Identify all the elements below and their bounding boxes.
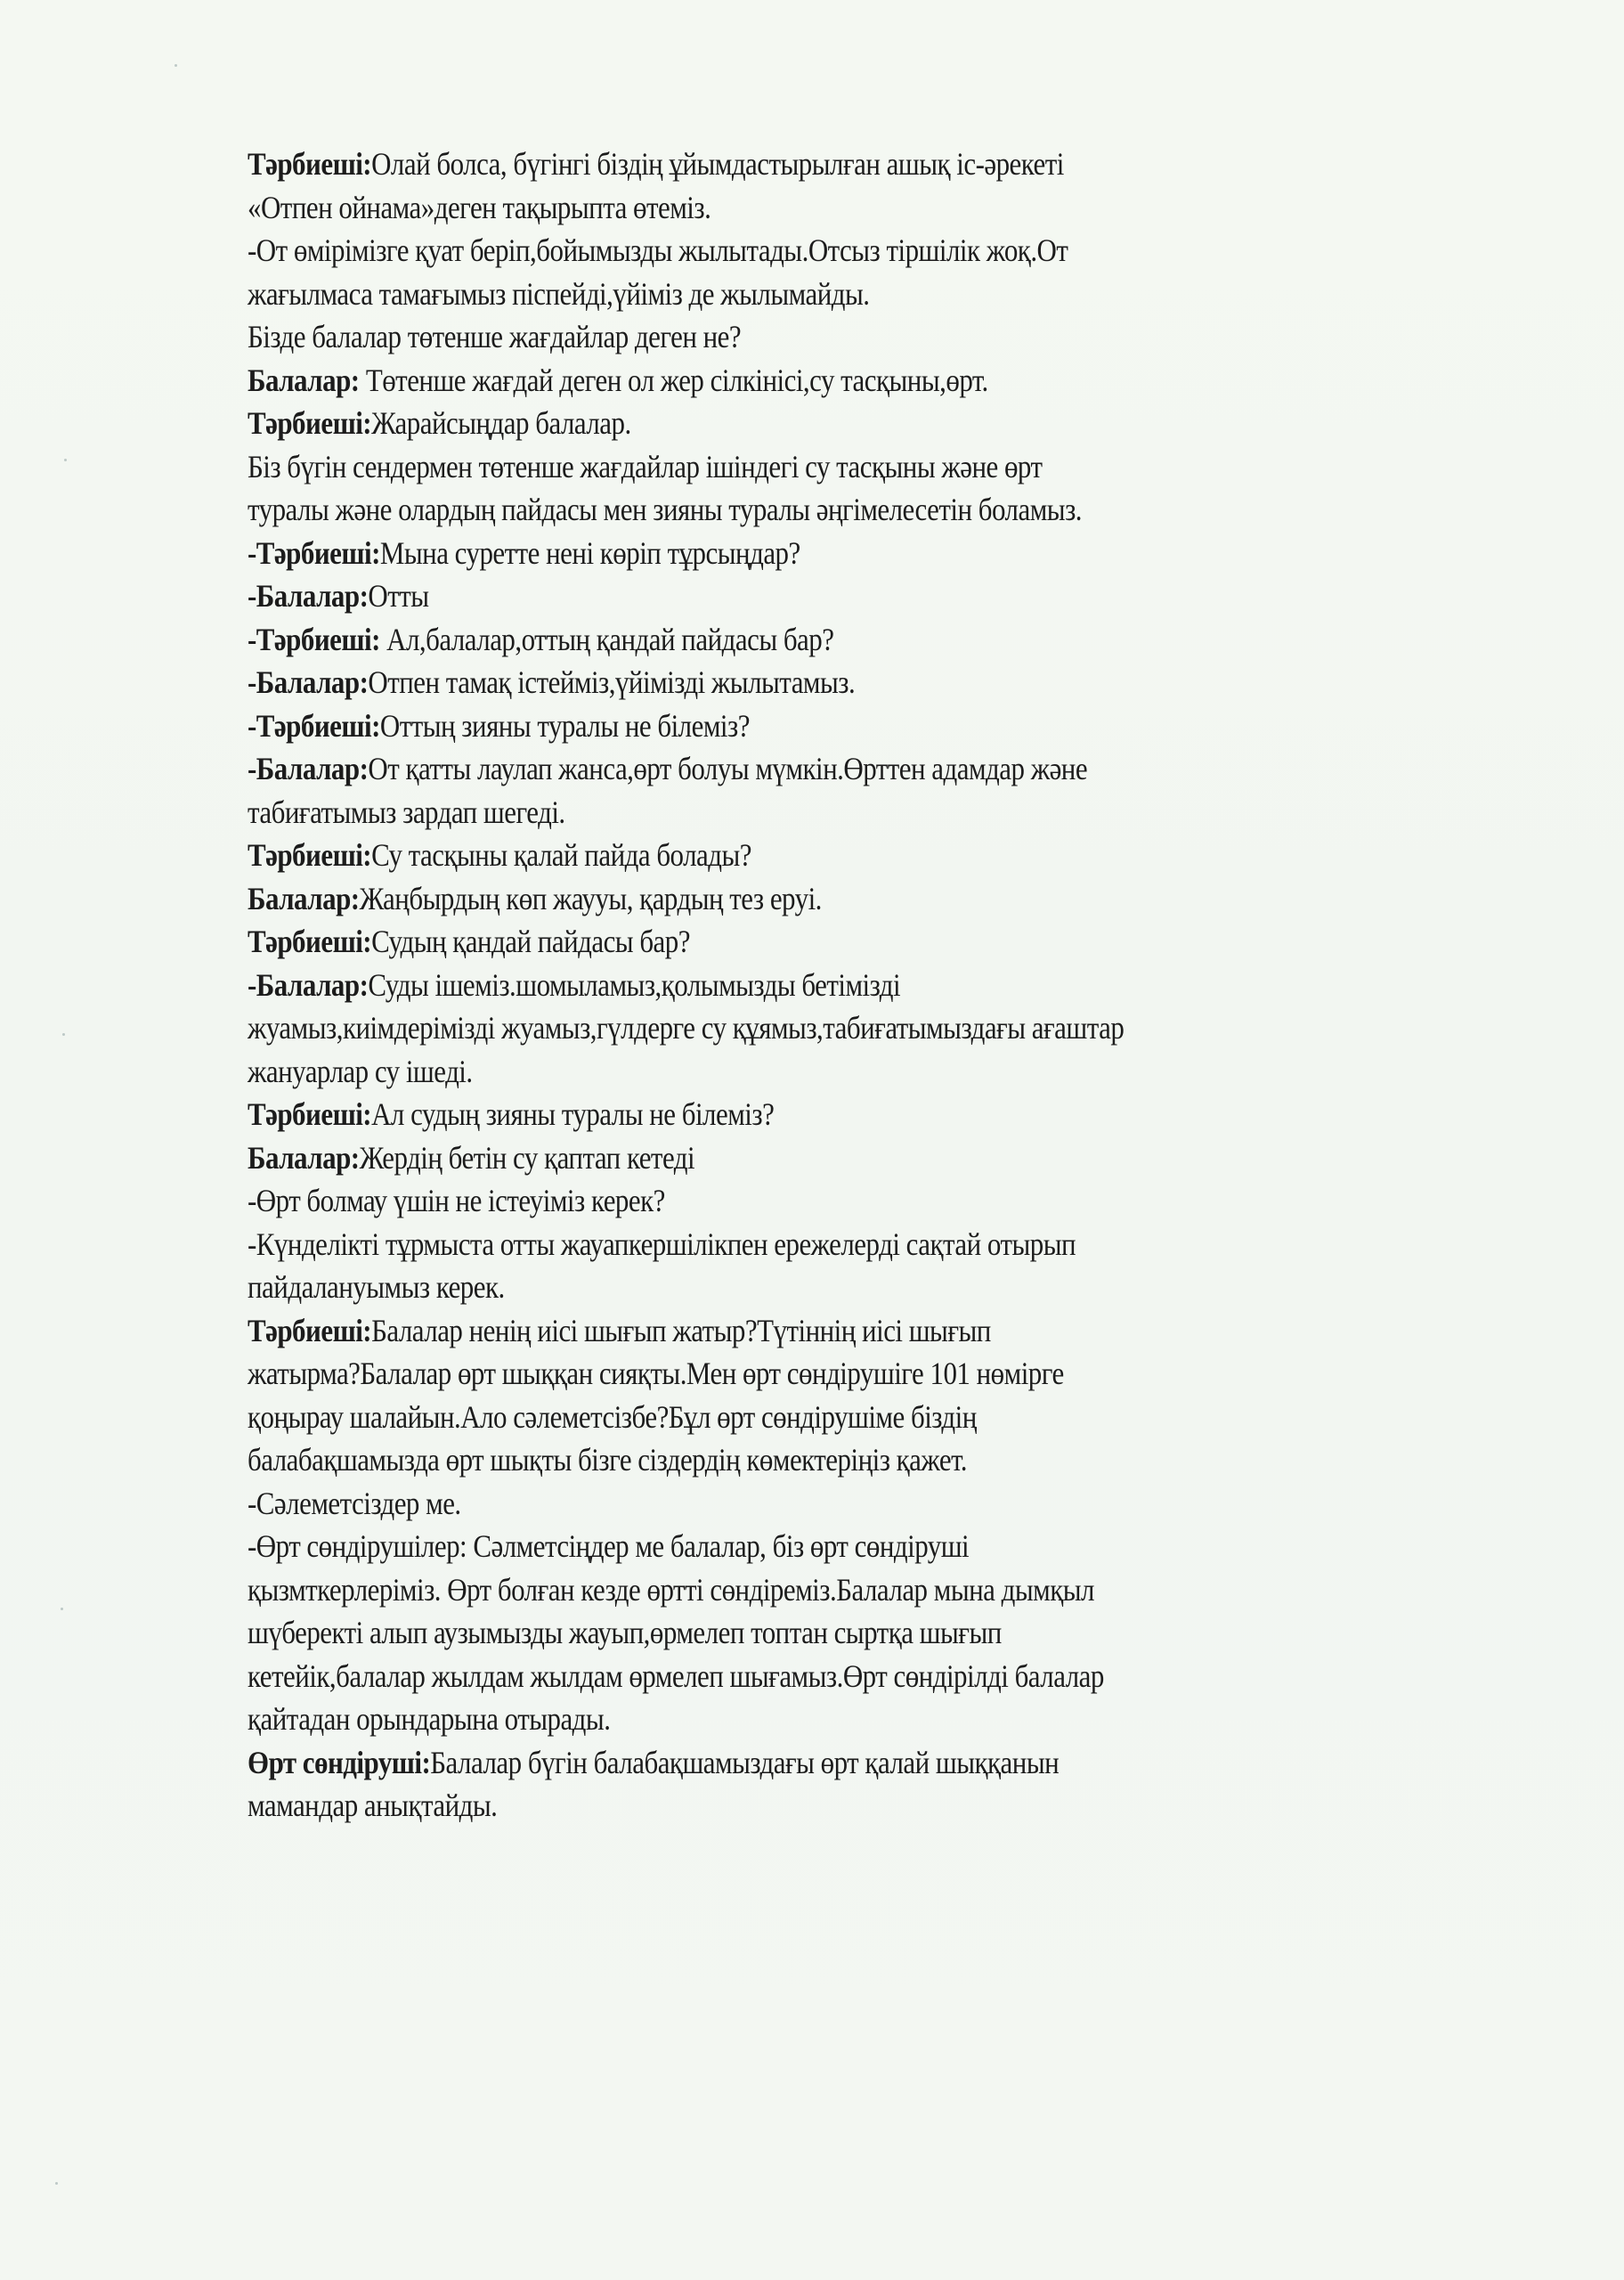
line-text: -Күнделікті тұрмыста отты жауапкершілікпен ережелерді сақтай отырып bbox=[248, 1226, 1076, 1262]
speaker-label: Тәрбиеші: bbox=[248, 1312, 372, 1348]
speaker-label: Тәрбиеші: bbox=[248, 924, 372, 959]
line-text: Оттың зияны туралы не білеміз? bbox=[379, 707, 750, 744]
text-line bbox=[248, 1179, 1335, 1223]
speaker-label: -Балалар: bbox=[248, 966, 369, 1003]
line-text: Олай болса, бүгінгі біздің ұйымдастырылған ашық іс-әрекеті bbox=[371, 146, 1064, 182]
scan-speck bbox=[64, 459, 67, 461]
text-line bbox=[248, 488, 1335, 532]
speaker-label: Тәрбиеші: bbox=[248, 1096, 372, 1132]
dialogue-line bbox=[248, 618, 1335, 662]
speaker-label: -Тәрбиеші: bbox=[248, 534, 380, 571]
speaker-label: -Тәрбиеші: bbox=[248, 707, 380, 744]
line-text: қызмткерлеріміз. Өрт болған кезде өртті сөндіреміз.Балалар мына дымқыл bbox=[248, 1571, 1094, 1608]
dialogue-line bbox=[248, 532, 1335, 575]
text-line bbox=[248, 1525, 1335, 1568]
speaker-label: Тәрбиеші: bbox=[248, 146, 372, 182]
line-text: Суды ішеміз.шомыламыз,қолымызды бетімізді bbox=[368, 966, 901, 1003]
scan-speck bbox=[61, 1608, 63, 1610]
line-text: жуамыз,киімдерімізді жуамыз,гүлдерге су құямыз,табиғатымыздағы ағаштар bbox=[248, 1010, 1125, 1046]
line-text: Жердің бетін су қаптап кетеді bbox=[359, 1139, 695, 1176]
text-line bbox=[248, 1655, 1335, 1698]
text-line bbox=[248, 1784, 1335, 1828]
line-text: кетейік,балалар жылдам жылдам өрмелеп шығамыз.Өрт сөндірілді балалар bbox=[248, 1657, 1104, 1694]
line-text: Жарайсыңдар балалар. bbox=[371, 405, 631, 441]
line-text: Біз бүгін сендермен төтенше жағдайлар ішіндегі су тасқыны және өрт bbox=[248, 448, 1043, 484]
speaker-label: -Балалар: bbox=[248, 578, 369, 614]
text-line bbox=[248, 1352, 1335, 1396]
line-text: балабақшамызда өрт шықты бізге сіздердің көмектеріңіз қажет. bbox=[248, 1442, 968, 1478]
text-line bbox=[248, 315, 1335, 359]
line-text: туралы және олардың пайдасы мен зияны туралы әңгімелесетін боламыз. bbox=[248, 492, 1083, 527]
dialogue-line bbox=[248, 1741, 1335, 1785]
text-line bbox=[248, 273, 1335, 316]
dialogue-line bbox=[248, 920, 1335, 964]
speaker-label: Балалар: bbox=[248, 880, 360, 916]
line-text: Бізде балалар төтенше жағдайлар деген не? bbox=[248, 319, 742, 354]
line-text: Су тасқыны қалай пайда болады? bbox=[371, 837, 752, 873]
text-line bbox=[248, 791, 1335, 835]
dialogue-line bbox=[248, 359, 1335, 403]
line-text: -Өрт болмау үшін не істеуіміз керек? bbox=[248, 1183, 665, 1218]
line-text: Ал судың зияны туралы не білеміз? bbox=[371, 1096, 775, 1132]
line-text: шүберекті алып аузымызды жауып,өрмелеп топтан сыртқа шығып bbox=[248, 1615, 1002, 1650]
line-text: Отпен тамақ істейміз,үйімізді жылытамыз. bbox=[368, 664, 856, 700]
line-text: жағылмаса тамағымыз піспейді,үйіміз де жылымайды. bbox=[248, 275, 870, 312]
speaker-label: -Балалар: bbox=[248, 664, 369, 700]
line-text: Судың қандай пайдасы бар? bbox=[371, 924, 690, 959]
text-line bbox=[248, 1611, 1335, 1655]
scan-speck bbox=[55, 2182, 58, 2185]
speaker-label: Тәрбиеші: bbox=[248, 405, 372, 441]
line-text: жатырма?Балалар өрт шыққан сияқты.Мен өрт сөндірушіге 101 нөмірге bbox=[248, 1356, 1064, 1391]
line-text: -От өмірімізге қуат беріп,бойымызды жылытады.Отсыз тіршілік жоқ.От bbox=[248, 232, 1068, 268]
text-line bbox=[248, 229, 1335, 273]
dialogue-line bbox=[248, 574, 1335, 618]
dialogue-line bbox=[248, 1309, 1335, 1353]
line-text: Ал,балалар,оттың қандай пайдасы бар? bbox=[379, 621, 834, 657]
dialogue-line bbox=[248, 661, 1335, 704]
speaker-label: Балалар: bbox=[248, 1139, 360, 1176]
line-text: мамандар анықтайды. bbox=[248, 1787, 498, 1823]
text-line bbox=[248, 1568, 1335, 1612]
dialogue-line bbox=[248, 1093, 1335, 1136]
line-text: -Сәлеметсіздер ме. bbox=[248, 1485, 461, 1521]
line-text: пайдалануымыз керек. bbox=[248, 1269, 505, 1305]
scan-speck bbox=[175, 64, 177, 67]
dialogue-line bbox=[248, 142, 1335, 186]
line-text: От қатты лаулап жанса,өрт болуы мүмкін.Өрттен адамдар және bbox=[368, 751, 1088, 786]
text-line bbox=[248, 1482, 1335, 1526]
text-line bbox=[248, 1698, 1335, 1741]
text-line bbox=[248, 186, 1335, 230]
dialogue-line bbox=[248, 747, 1335, 791]
dialogue-line bbox=[248, 964, 1335, 1007]
dialogue-line bbox=[248, 402, 1335, 445]
line-text: Балалар ненің иісі шығып жатыр?Түтіннің иісі шығып bbox=[371, 1312, 991, 1348]
speaker-label: -Тәрбиеші: bbox=[248, 621, 380, 657]
text-line bbox=[248, 1006, 1335, 1050]
line-text: Мына суретте нені көріп тұрсыңдар? bbox=[379, 534, 800, 571]
line-text: Балалар бүгін балабақшамыздағы өрт қалай шыққанын bbox=[430, 1744, 1060, 1780]
speaker-label: Балалар: bbox=[248, 362, 360, 398]
text-line bbox=[248, 445, 1335, 489]
line-text: қоңырау шалайын.Ало сәлеметсізбе?Бұл өрт сөндірушіме біздің bbox=[248, 1398, 977, 1435]
dialogue-line bbox=[248, 834, 1335, 877]
dialogue-line bbox=[248, 1136, 1335, 1180]
line-text: жануарлар су ішеді. bbox=[248, 1053, 473, 1089]
line-text: табиғатымыз зардап шегеді. bbox=[248, 794, 565, 830]
scan-speck bbox=[62, 1033, 65, 1036]
speaker-label: -Балалар: bbox=[248, 751, 369, 786]
line-text: Төтенше жағдай деген ол жер сілкінісі,су тасқыны,өрт. bbox=[359, 362, 988, 398]
document-body bbox=[248, 142, 1512, 1828]
line-text: қайтадан орындарына отырады. bbox=[248, 1701, 611, 1737]
text-line bbox=[248, 1050, 1335, 1094]
dialogue-line bbox=[248, 704, 1335, 748]
line-text: -Өрт сөндірушілер: Сәлметсіңдер ме балалар, біз өрт сөндіруші bbox=[248, 1528, 970, 1564]
text-line bbox=[248, 1396, 1335, 1439]
text-line bbox=[248, 1223, 1335, 1266]
speaker-label: Өрт сөндіруші: bbox=[248, 1744, 431, 1780]
dialogue-line bbox=[248, 877, 1335, 921]
line-text: «Отпен ойнама»деген тақырыпта өтеміз. bbox=[248, 189, 711, 225]
line-text: Жаңбырдың көп жаууы, қардың тез еруі. bbox=[359, 880, 822, 916]
speaker-label: Тәрбиеші: bbox=[248, 837, 372, 873]
line-text: Отты bbox=[368, 578, 429, 614]
text-line bbox=[248, 1438, 1335, 1482]
text-line bbox=[248, 1266, 1335, 1309]
